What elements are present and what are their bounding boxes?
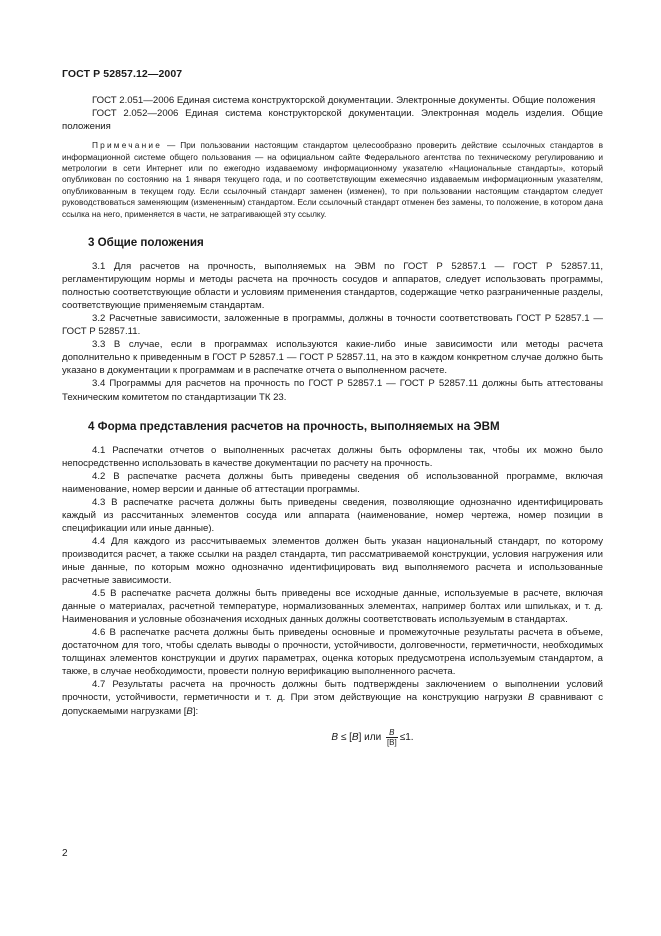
paragraph-4-3: 4.3 В распечатке расчета должны быть приведены сведения, позволяющие однозначно идентифицировать каждый из рассчитанных элементов сосуда или аппарата (наименование, номер чертежа, номер позиции в спецификации или иные данные). (62, 496, 603, 534)
note-label: Примечание (92, 140, 163, 151)
paragraph-3-1: 3.1 Для расчетов на прочность, выполняемых на ЭВМ по ГОСТ Р 52857.1 — ГОСТ Р 52857.11, регламентирующим нормы и методы расчета на прочность сосудов и аппаратов, следует использовать программы, полностью соответствующие области и условиям применения стандартов, содержащие четко разграниченные разделы, соответствующие применяемым стандартам. (62, 261, 603, 312)
paragraph-3-4: 3.4 Программы для расчетов на прочность по ГОСТ Р 52857.1 — ГОСТ Р 52857.11 должны быть аттестованы Техническим комитетом по стандартизации ТК 23. (62, 378, 603, 403)
document-header: ГОСТ Р 52857.12—2007 (62, 68, 183, 80)
reference-gost-2-052: ГОСТ 2.052—2006 Единая система конструкторской документации. Электронная модель изделия. Общие положения (62, 108, 603, 133)
paragraph-4-2: 4.2 В распечатке расчета должны быть приведены сведения об использованной программе, включая наименование, номер версии и данные об аттестации программы. (62, 470, 603, 495)
paragraph-4-5: 4.5 В распечатке расчета должны быть приведены все исходные данные, используемые в расчете, включая данные о материалах, расчетной температуре, нормализованных элементах, например болтах или шпильках, и т. д. Наименования и условные обозначения исходных данных должны соответствовать используемым в стандартах. (62, 588, 603, 626)
paragraph-3-2: 3.2 Расчетные зависимости, заложенные в программы, должны в точности соответствовать ГОСТ Р 52857.1 — ГОСТ Р 52857.11. (62, 313, 603, 338)
note-paragraph (62, 140, 603, 220)
document-body (62, 94, 603, 747)
reference-gost-2-051: ГОСТ 2.051—2006 Единая система конструкторской документации. Электронные документы. Общие положения (92, 95, 596, 106)
note-text: — При пользовании настоящим стандартом целесообразно проверить действие ссылочных стандартов в информационной системе общего пользования — на официальном сайте Федерального агентства по техническому регулированию и метрологии в сети Интернет или по ежегодно издаваемому информационному указателю «Национальные стандарты», который опубликован по состоянию на 1 января текущего года, и по соответствующим ежемесячно издаваемым информационным указателям, опубликованным в текущем году. Если ссылочный стандарт заменен (изменен), то при пользовании настоящим стандартом следует руководствоваться заменяющим (измененным) стандартом. Если ссылочный стандарт отменен без замены, то положение, в котором дана ссылка на него, применяется в части, не затрагивающей эту ссылку. (62, 140, 603, 219)
paragraph-4-4: 4.4 Для каждого из рассчитываемых элементов должен быть указан национальный стандарт, по которому производится расчет, а также ссылки на раздел стандарта, тип рассматриваемой конструкции, условия нагружения или иные данные, по которым можно однозначно идентифицировать вид выполняемого расчета и использованные расчетные зависимости. (62, 535, 603, 587)
inequality-formula: B ≤ [B] или $\frac{B}{[B]}$ ≤1. (331, 727, 414, 747)
paragraph-4-7: 4.7 Результаты расчета на прочность должны быть подтверждены заключением о выполнении условий прочности, устойчивости, герметичности и т. д. При этом действующие на конструкцию нагрузки B сравнивают с допускаемыми нагрузками [B]: (62, 679, 603, 717)
paragraph-4-6: 4.6 В распечатке расчета должны быть приведены основные и промежуточные результаты расчета в объеме, достаточном для того, чтобы сделать выводы о прочности, устойчивости, долговечности, герметичности, необходимых толщинах элементов конструкции и других параметрах, оценка которых предусмотрена используемым стандартом, а также, в случае необходимости, провести полную верификацию выполненного расчета. (62, 627, 603, 678)
section-3-title: 3 Общие положения (88, 235, 204, 249)
paragraph-3-3: 3.3 В случае, если в программах используются какие-либо иные зависимости или методы расчета дополнительно к приведенным в ГОСТ Р 52857.1 — ГОСТ Р 52857.11, на это в каждом конкретном случае должно быть указано в документации к программам и в распечатке отчета о выполненном расчете. (62, 339, 603, 377)
page-number: 2 (62, 848, 68, 859)
load-ratio-fraction: $\frac{B}{[B]}$ (386, 727, 397, 747)
paragraph-4-1: 4.1 Распечатки отчетов о выполненных расчетах должны быть оформлены так, чтобы их можно было непосредственно использовать в качестве документации по расчету на прочность. (62, 444, 603, 469)
section-4-title: 4 Форма представления расчетов на прочность, выполняемых на ЭВМ (88, 419, 500, 433)
